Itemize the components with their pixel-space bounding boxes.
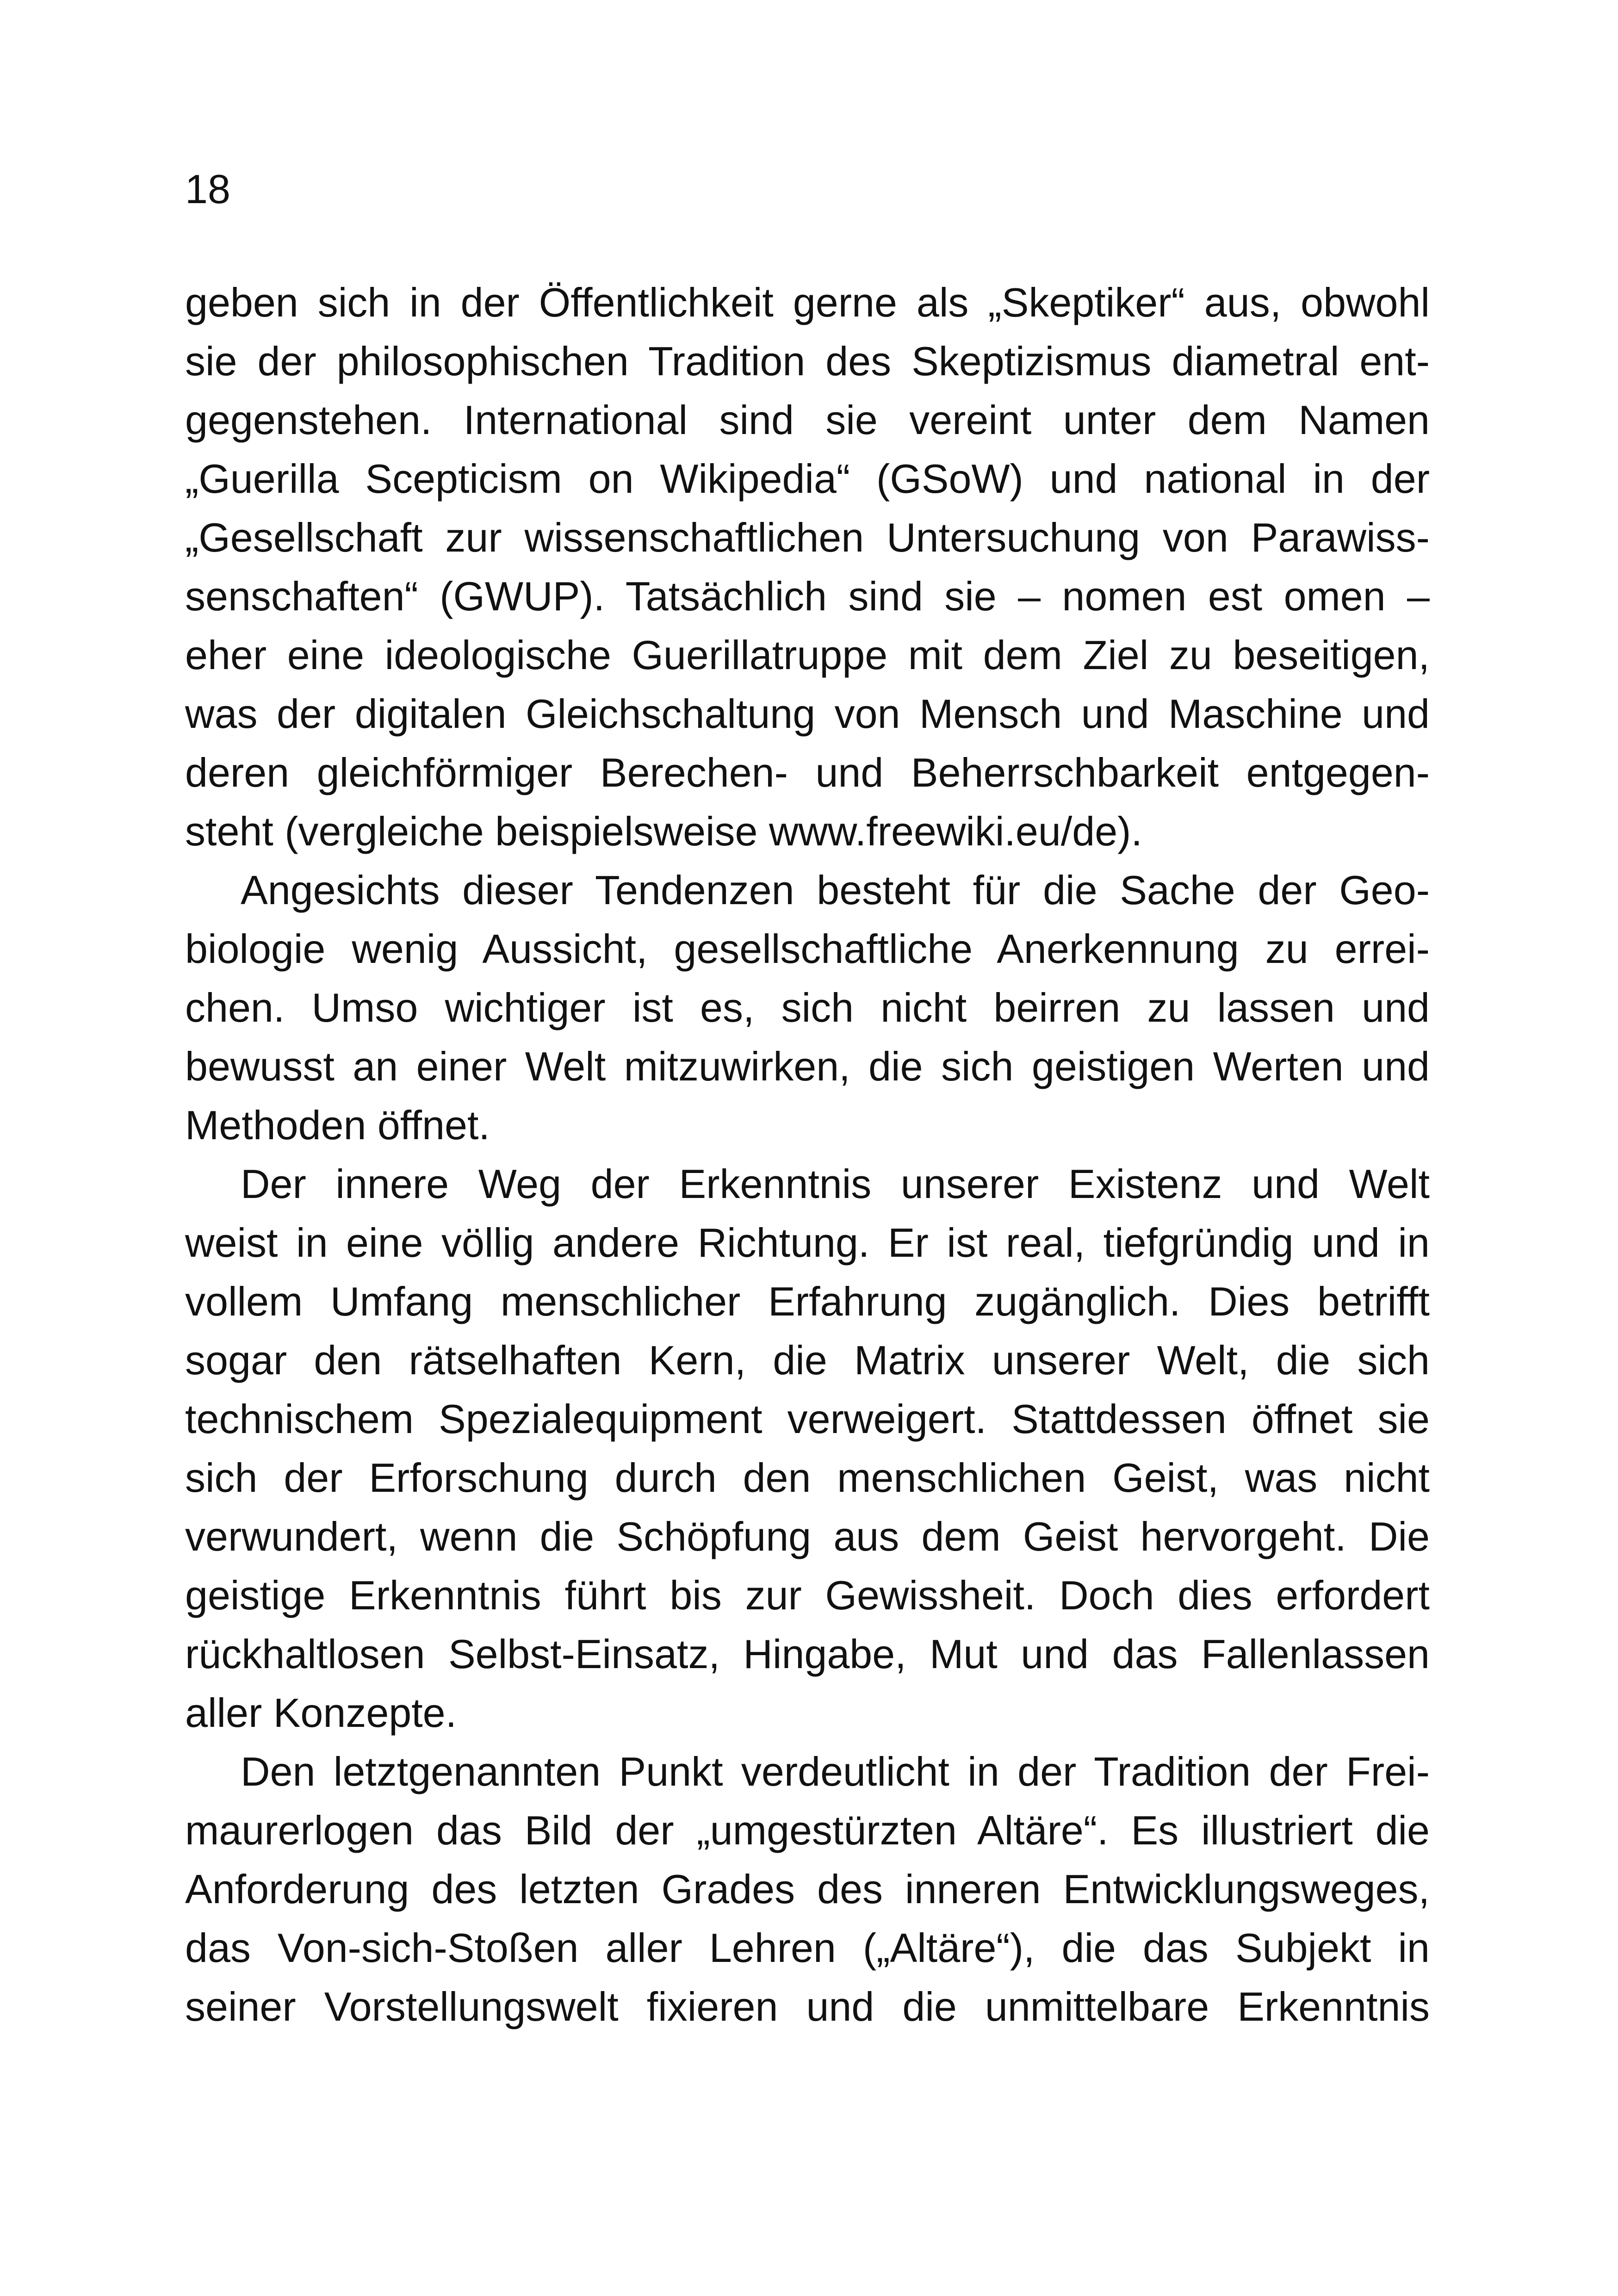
text-line: weist in eine völlig andere Richtung. Er ist real, tiefgründig und in [185, 1220, 1430, 1266]
text-line: sich der Erforschung durch den menschlichen Geist, was nicht [185, 1455, 1430, 1501]
text-line: steht (vergleiche beispielsweise www.freewiki.eu/de). [185, 808, 1142, 854]
paragraph-4 [185, 1742, 1430, 2036]
text-line: Anforderung des letzten Grades des inneren Entwicklungsweges, [185, 1866, 1430, 1912]
paragraph-3 [185, 1154, 1430, 1742]
text-line: verwundert, wenn die Schöpfung aus dem Geist hervorgeht. Die [185, 1514, 1430, 1559]
text-line: sogar den rätselhaften Kern, die Matrix unserer Welt, die sich [185, 1337, 1430, 1383]
text-line: Angesichts dieser Tendenzen besteht für die Sache der Geo- [241, 867, 1430, 913]
text-line: technischem Spezialequipment verweigert. Stattdessen öffnet sie [185, 1396, 1430, 1442]
page-number: 18 [185, 166, 230, 212]
text-line: seiner Vorstellungswelt fixieren und die unmittelbare Erkenntnis [185, 1984, 1430, 2029]
paragraph-2 [185, 861, 1430, 1154]
text-line: deren gleichförmiger Berechen- und Beherrschbarkeit entgegen- [185, 750, 1430, 795]
paragraph-1 [185, 273, 1430, 861]
text-line: bewusst an einer Welt mitzuwirken, die sich geistigen Werten und [185, 1043, 1430, 1089]
text-line: was der digitalen Gleichschaltung von Mensch und Maschine und [185, 691, 1430, 737]
text-line: sie der philosophischen Tradition des Skeptizismus diametral ent- [185, 338, 1430, 384]
text-line: Methoden öffnet. [185, 1102, 490, 1148]
body-text [185, 273, 1430, 2036]
text-line: biologie wenig Aussicht, gesellschaftliche Anerkennung zu errei- [185, 926, 1430, 972]
text-line: senschaften“ (GWUP). Tatsächlich sind sie – nomen est omen – [185, 573, 1430, 619]
text-line: maurerlogen das Bild der „umgestürzten Altäre“. Es illustriert die [185, 1807, 1430, 1853]
text-line: vollem Umfang menschlicher Erfahrung zugänglich. Dies betrifft [185, 1278, 1430, 1324]
text-line: aller Konzepte. [185, 1690, 457, 1736]
text-line: geben sich in der Öffentlichkeit gerne als „Skeptiker“ aus, obwohl [185, 279, 1430, 325]
text-line: Den letztgenannten Punkt verdeutlicht in der Tradition der Frei- [241, 1749, 1430, 1794]
text-line: „Gesellschaft zur wissenschaftlichen Untersuchung von Parawiss- [185, 515, 1430, 560]
text-line: geistige Erkenntnis führt bis zur Gewissheit. Doch dies erfordert [185, 1572, 1430, 1618]
text-line: das Von-sich-Stoßen aller Lehren („Altäre“), die das Subjekt in [185, 1925, 1430, 1971]
text-line: rückhaltlosen Selbst-Einsatz, Hingabe, Mut und das Fallenlassen [185, 1631, 1430, 1677]
text-line: eher eine ideologische Guerillatruppe mit dem Ziel zu beseitigen, [185, 632, 1430, 678]
text-line: chen. Umso wichtiger ist es, sich nicht beirren zu lassen und [185, 985, 1430, 1030]
text-line: gegenstehen. International sind sie vereint unter dem Namen [185, 397, 1430, 443]
text-line: „Guerilla Scepticism on Wikipedia“ (GSoW) und national in der [185, 456, 1430, 502]
text-line: Der innere Weg der Erkenntnis unserer Existenz und Welt [241, 1161, 1430, 1207]
